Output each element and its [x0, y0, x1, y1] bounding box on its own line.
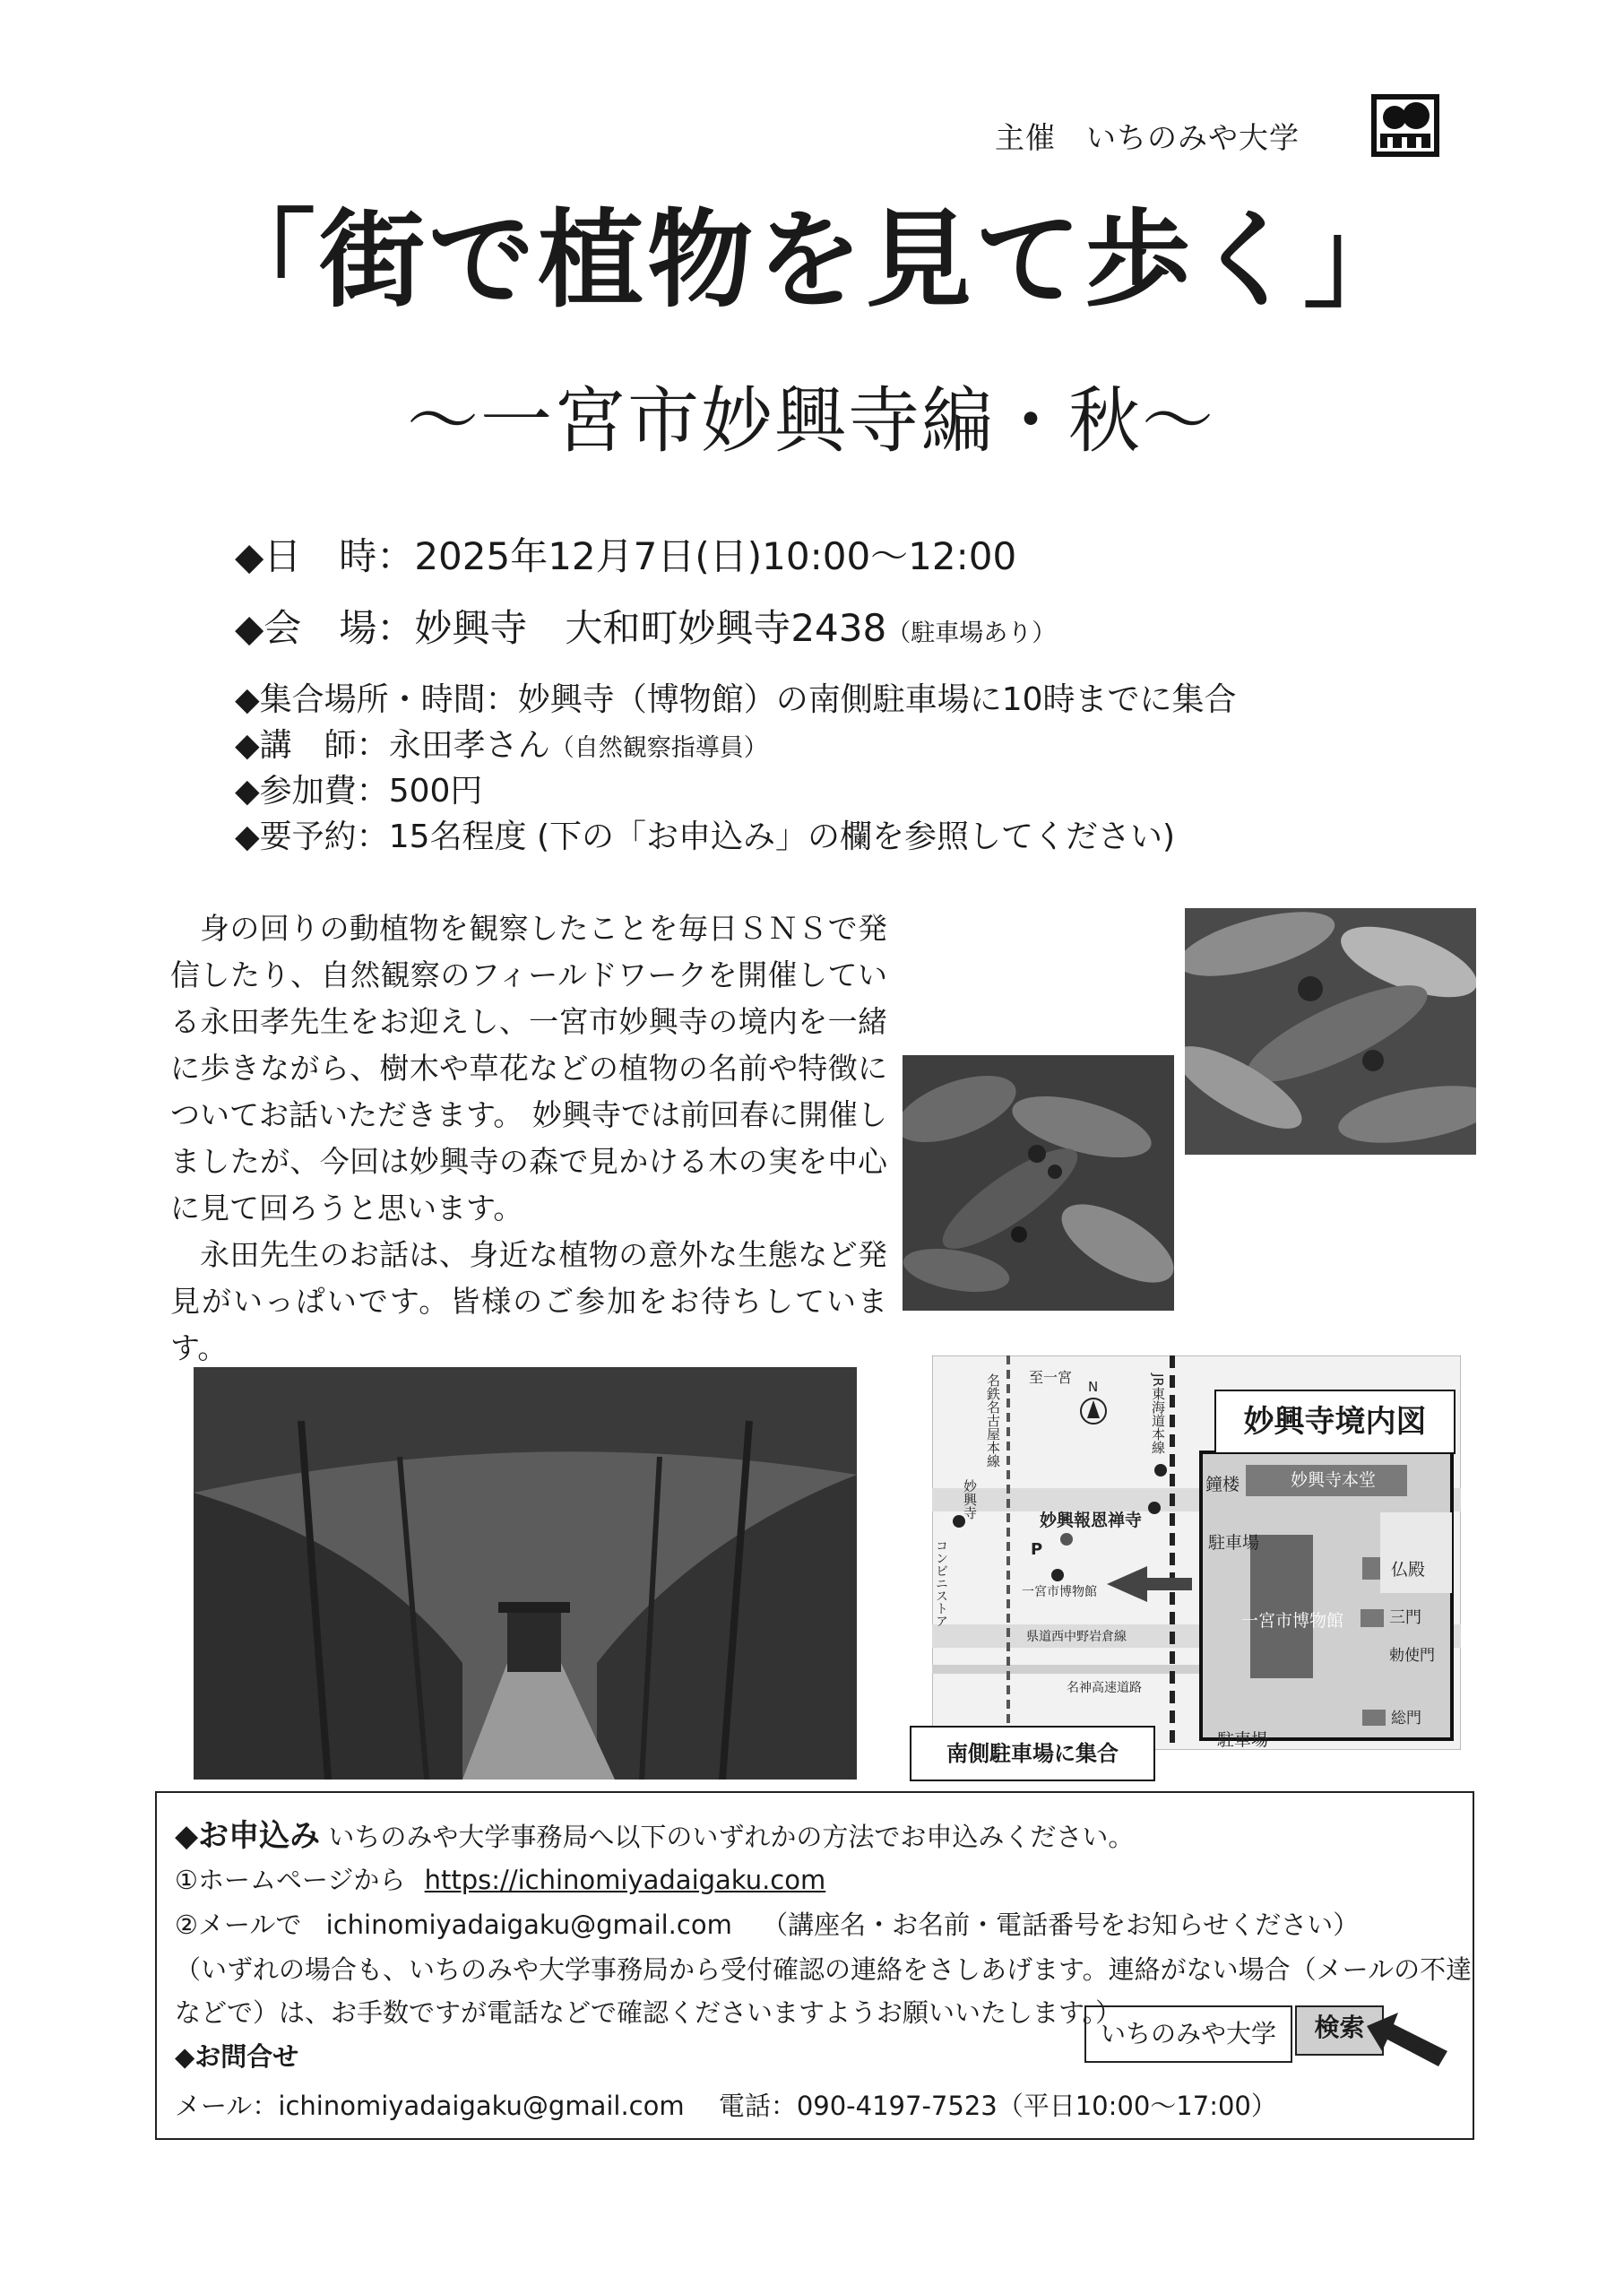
info-reservation — [235, 811, 1175, 857]
map-label-prefectural-road: 県道西中野岩倉線 — [1026, 1630, 1127, 1644]
map-label-museum: 一宮市博物館 — [1022, 1585, 1097, 1599]
info-lecturer-label: ◆講 師： — [235, 727, 389, 764]
map-label-jr: JR東海道本線 — [1150, 1373, 1166, 1454]
map-label-temple: 妙興報恩禅寺 — [1040, 1511, 1143, 1530]
photo-tree-nuts — [903, 1055, 1174, 1311]
apply-web — [175, 1860, 825, 1897]
map-assemble-label: 南側駐車場に集合 — [910, 1726, 1155, 1781]
info-meeting-value: 妙興寺（博物館）の南側駐車場に10時までに集合 — [517, 681, 1237, 718]
apply-confirm-line-2: などで）は、お手数ですが電話などで確認くださいますようお願いいたします。） — [175, 1997, 1122, 2028]
info-venue-note: （駐車場あり） — [886, 619, 1057, 647]
intro-paragraph-1: 身の回りの動植物を観察したことを毎日ＳＮＳで発信したり、自然観察のフィールドワークを開催している永田孝先生をお迎えし、一宮市妙興寺の境内を一緒に歩きながら、樹木や草花などの植物の名前や特徴についてお話いただきます。 妙興寺では前回春に開催しましたが、今回は妙興寺の森で見かける木の実を中心に見て回ろうと思います。 — [170, 911, 888, 1225]
map-label-myokoji-station: 妙興寺 — [962, 1479, 978, 1520]
info-meeting — [235, 674, 1237, 720]
info-reservation-label: ◆要予約： — [235, 818, 389, 855]
map-label-parking-south: 駐車場 — [1217, 1730, 1269, 1750]
map-label-parking-north: 駐車場 — [1208, 1533, 1260, 1553]
map-label-main-hall: 妙興寺本堂 — [1291, 1470, 1377, 1490]
intro-text — [170, 905, 887, 1372]
info-lecturer — [235, 720, 768, 766]
info-reservation-value: 15名程度 (下の「お申込み」の欄を参照してください) — [388, 818, 1176, 855]
page-subtitle: ～一宮市妙興寺編・秋～ — [407, 379, 1215, 463]
map-label-museum-inner: 一宮市博物館 — [1241, 1611, 1344, 1631]
search-button[interactable]: 検索 — [1295, 2005, 1384, 2056]
photo-temple-path — [194, 1367, 857, 1780]
apply-contact: メール：ichinomiyadaigaku@gmail.com 電話：090-4197-7523（平日10:00～17:00） — [175, 2091, 1277, 2121]
university-logo — [1371, 94, 1439, 157]
map-title: 妙興寺境内図 — [1214, 1390, 1456, 1454]
map-label-bell-tower: 鐘楼 — [1205, 1475, 1240, 1494]
organizer-label: 主催 いちのみや大学 — [995, 120, 1300, 155]
map-label-somon: 総門 — [1391, 1710, 1421, 1728]
page-title: 「街で植物を見て歩く」 — [209, 198, 1412, 322]
map-label-parking-symbol: P — [1031, 1540, 1043, 1559]
apply-inquiry-label: ◆お問合せ — [175, 2041, 299, 2072]
photo-leaves — [1185, 908, 1476, 1155]
info-date — [235, 527, 1016, 581]
apply-heading — [175, 1811, 1134, 1855]
info-venue-label: ◆会 場： — [235, 606, 415, 650]
map-label-chokushimon: 勅使門 — [1389, 1647, 1435, 1665]
apply-heading-label: ◆お申込み — [175, 1818, 321, 1854]
apply-mail-note: （講座名・お名前・電話番号をお知らせください） — [762, 1910, 1360, 1940]
info-lecturer-note: （自然観察指導員） — [549, 734, 768, 762]
map-label-meitetsu: 名鉄名古屋本線 — [985, 1373, 1001, 1468]
map-label-north: N — [1088, 1379, 1099, 1395]
map-label-convenience-store: コンビニストア — [934, 1539, 948, 1627]
intro-paragraph-2: 永田先生のお話は、身近な植物の意外な生態など発見がいっぱいです。皆様のご参加をお待ちしています。 — [170, 1237, 888, 1365]
info-date-label: ◆日 時： — [235, 534, 415, 578]
map-label-sanmon: 三門 — [1389, 1608, 1421, 1627]
search-box[interactable]: いちのみや大学 — [1084, 2005, 1292, 2063]
apply-confirm-line-1: （いずれの場合も、いちのみや大学事務局から受付確認の連絡をさしあげます。連絡がない場合（メールの不達 — [175, 1954, 1473, 1985]
info-fee — [235, 766, 482, 811]
map-label-expressway: 名神高速道路 — [1067, 1681, 1142, 1695]
map-label-to-ichinomiya: 至一宮 — [1029, 1369, 1073, 1386]
apply-heading-text: いちのみや大学事務局へ以下のいずれかの方法でお申込みください。 — [328, 1822, 1135, 1852]
apply-mail-address[interactable]: ichinomiyadaigaku@gmail.com — [325, 1910, 732, 1940]
apply-web-link[interactable]: https://ichinomiyadaigaku.com — [424, 1865, 826, 1895]
apply-web-label: ①ホームページから — [175, 1865, 406, 1895]
pointer-arrow-icon — [1362, 2008, 1452, 2080]
info-date-value: 2025年12月7日(日)10:00～12:00 — [414, 534, 1017, 578]
map-label-buddha-hall: 仏殿 — [1391, 1560, 1426, 1580]
info-lecturer-value: 永田孝さん — [388, 727, 550, 764]
info-meeting-label: ◆集合場所・時間： — [235, 681, 518, 718]
info-fee-value: 500円 — [388, 773, 483, 810]
info-venue — [235, 599, 1056, 653]
apply-mail-label: ②メールで — [175, 1910, 302, 1940]
apply-mail — [175, 1905, 1359, 1942]
info-venue-value: 妙興寺 大和町妙興寺2438 — [414, 606, 887, 650]
info-fee-label: ◆参加費： — [235, 773, 389, 810]
